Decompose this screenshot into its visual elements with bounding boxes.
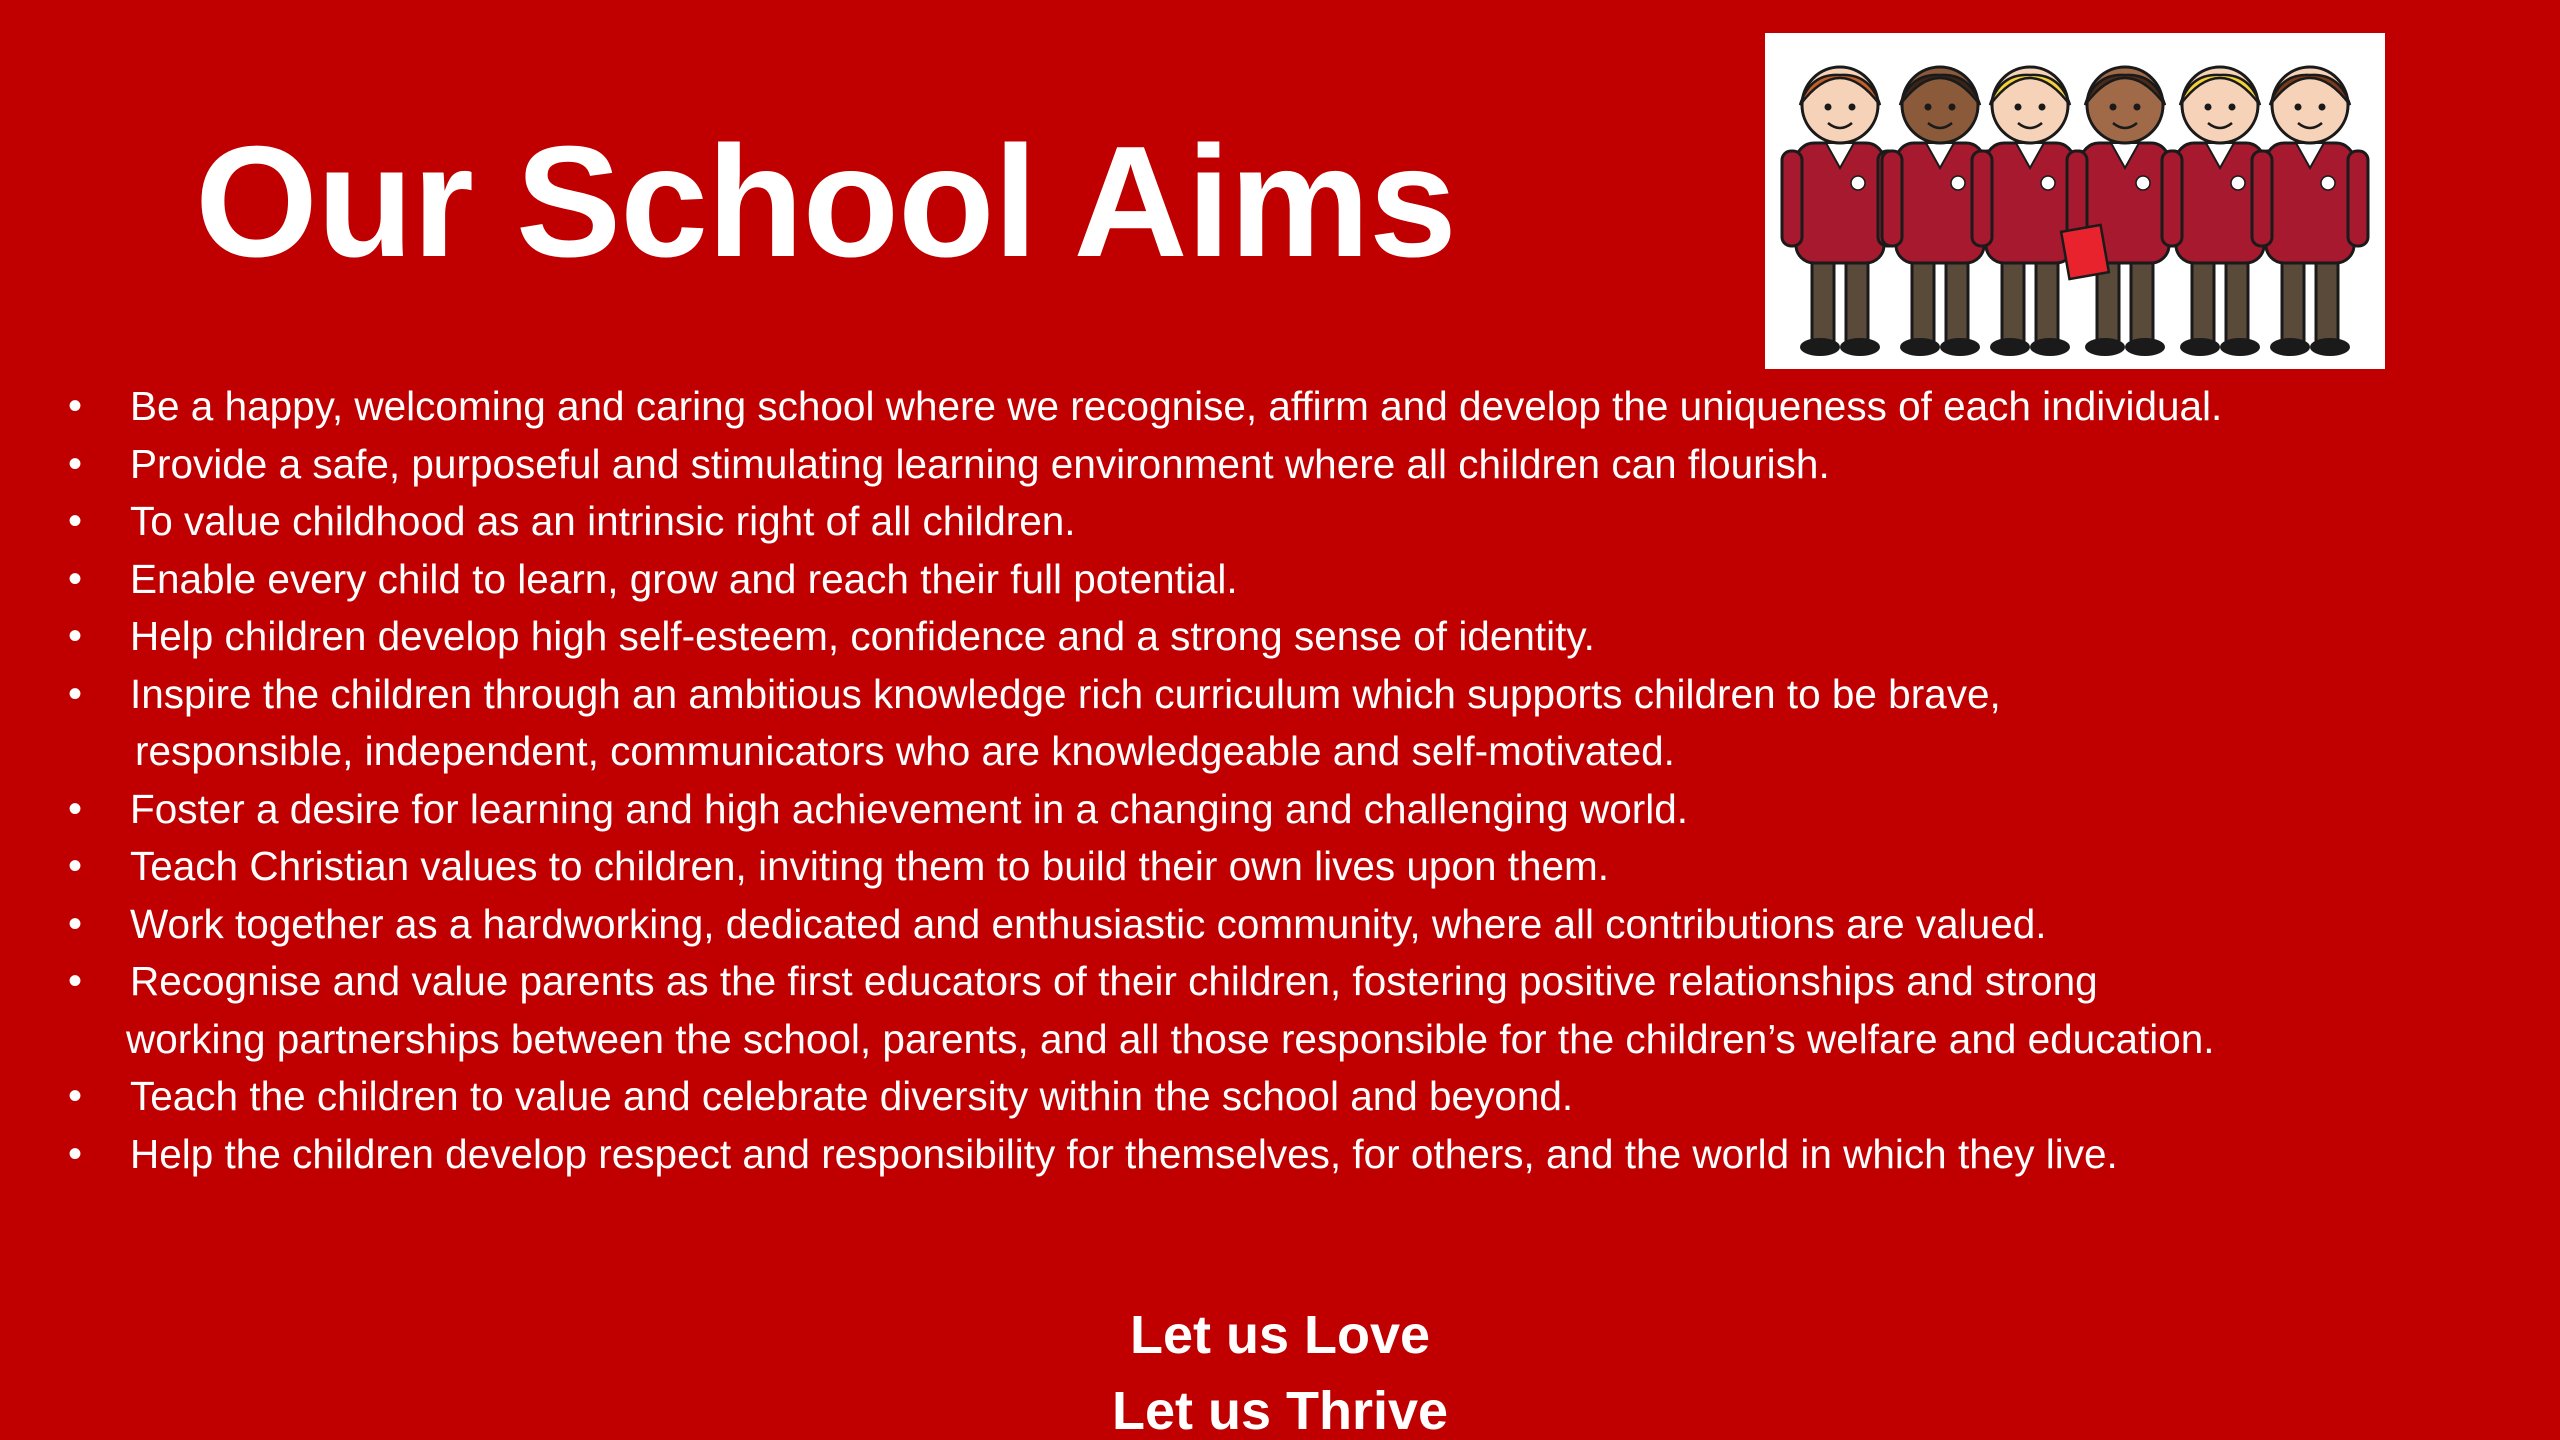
- aim-text: Work together as a hardworking, dedicated and enthusiastic community, where all contributions are valued.: [130, 900, 2047, 947]
- aim-text: Inspire the children through an ambitious knowledge rich curriculum which supports children to be brave,: [130, 670, 2001, 717]
- bullet-icon: •: [68, 614, 83, 658]
- aim-text: Help the children develop respect and responsibility for themselves, for others, and the world in which they live.: [130, 1130, 2118, 1177]
- motto-line-thrive: Let us Thrive: [1111, 1381, 1449, 1440]
- bullet-icon: •: [68, 441, 83, 486]
- aim-item: [60, 493, 2520, 551]
- aim-text-continued: responsible, independent, communicators who are knowledgeable and self-motivated.: [135, 728, 1675, 774]
- aim-text: Foster a desire for learning and high achievement in a changing and challenging world.: [130, 785, 1688, 832]
- bullet-icon: •: [68, 844, 83, 888]
- aim-text: Provide a safe, purposeful and stimulating learning environment where all children can flourish.: [130, 440, 1830, 487]
- aim-item: [60, 896, 2520, 954]
- aim-text: Teach Christian values to children, inviting them to build their own lives upon them.: [130, 843, 1610, 889]
- aim-text: Teach the children to value and celebrate diversity within the school and beyond.: [130, 1073, 1574, 1119]
- bullet-icon: •: [68, 556, 83, 601]
- aim-item: [60, 551, 2520, 609]
- aim-item: [60, 608, 2520, 666]
- slide-title: Our School Aims: [195, 114, 1456, 290]
- aim-text: Be a happy, welcoming and caring school where we recognise, affirm and develop the uniqueness of each individual.: [130, 383, 2223, 429]
- aim-item: [60, 838, 2520, 896]
- bullet-icon: •: [68, 959, 83, 1003]
- bullet-icon: •: [68, 671, 83, 716]
- aim-item: [60, 1126, 2520, 1184]
- school-children-illustration: [1765, 33, 2385, 369]
- aim-item: [60, 666, 2520, 781]
- aim-text: Recognise and value parents as the first educators of their children, fostering positive relationships and strong: [130, 958, 2098, 1004]
- aim-item: [60, 953, 2520, 1068]
- aim-text: Enable every child to learn, grow and reach their full potential.: [130, 555, 1238, 602]
- bullet-icon: •: [68, 499, 83, 543]
- aim-item: [60, 1068, 2520, 1126]
- aim-text: To value childhood as an intrinsic right of all children.: [130, 498, 1076, 544]
- motto-line-love: Let us Love: [1129, 1305, 1431, 1365]
- aim-item: [60, 378, 2520, 436]
- bullet-icon: •: [68, 384, 83, 428]
- aim-text-continued: working partnerships between the school, parents, and all those responsible for the children’s welfare and education.: [126, 1015, 2215, 1062]
- aim-text: Help children develop high self-esteem, confidence and a strong sense of identity.: [130, 613, 1595, 659]
- bullet-icon: •: [68, 1074, 83, 1118]
- bullet-icon: •: [68, 786, 83, 831]
- aim-item: [60, 436, 2520, 494]
- bullet-icon: •: [68, 1131, 83, 1176]
- bullet-icon: •: [68, 901, 83, 946]
- aim-item: [60, 781, 2520, 839]
- aims-list: [60, 378, 2520, 1183]
